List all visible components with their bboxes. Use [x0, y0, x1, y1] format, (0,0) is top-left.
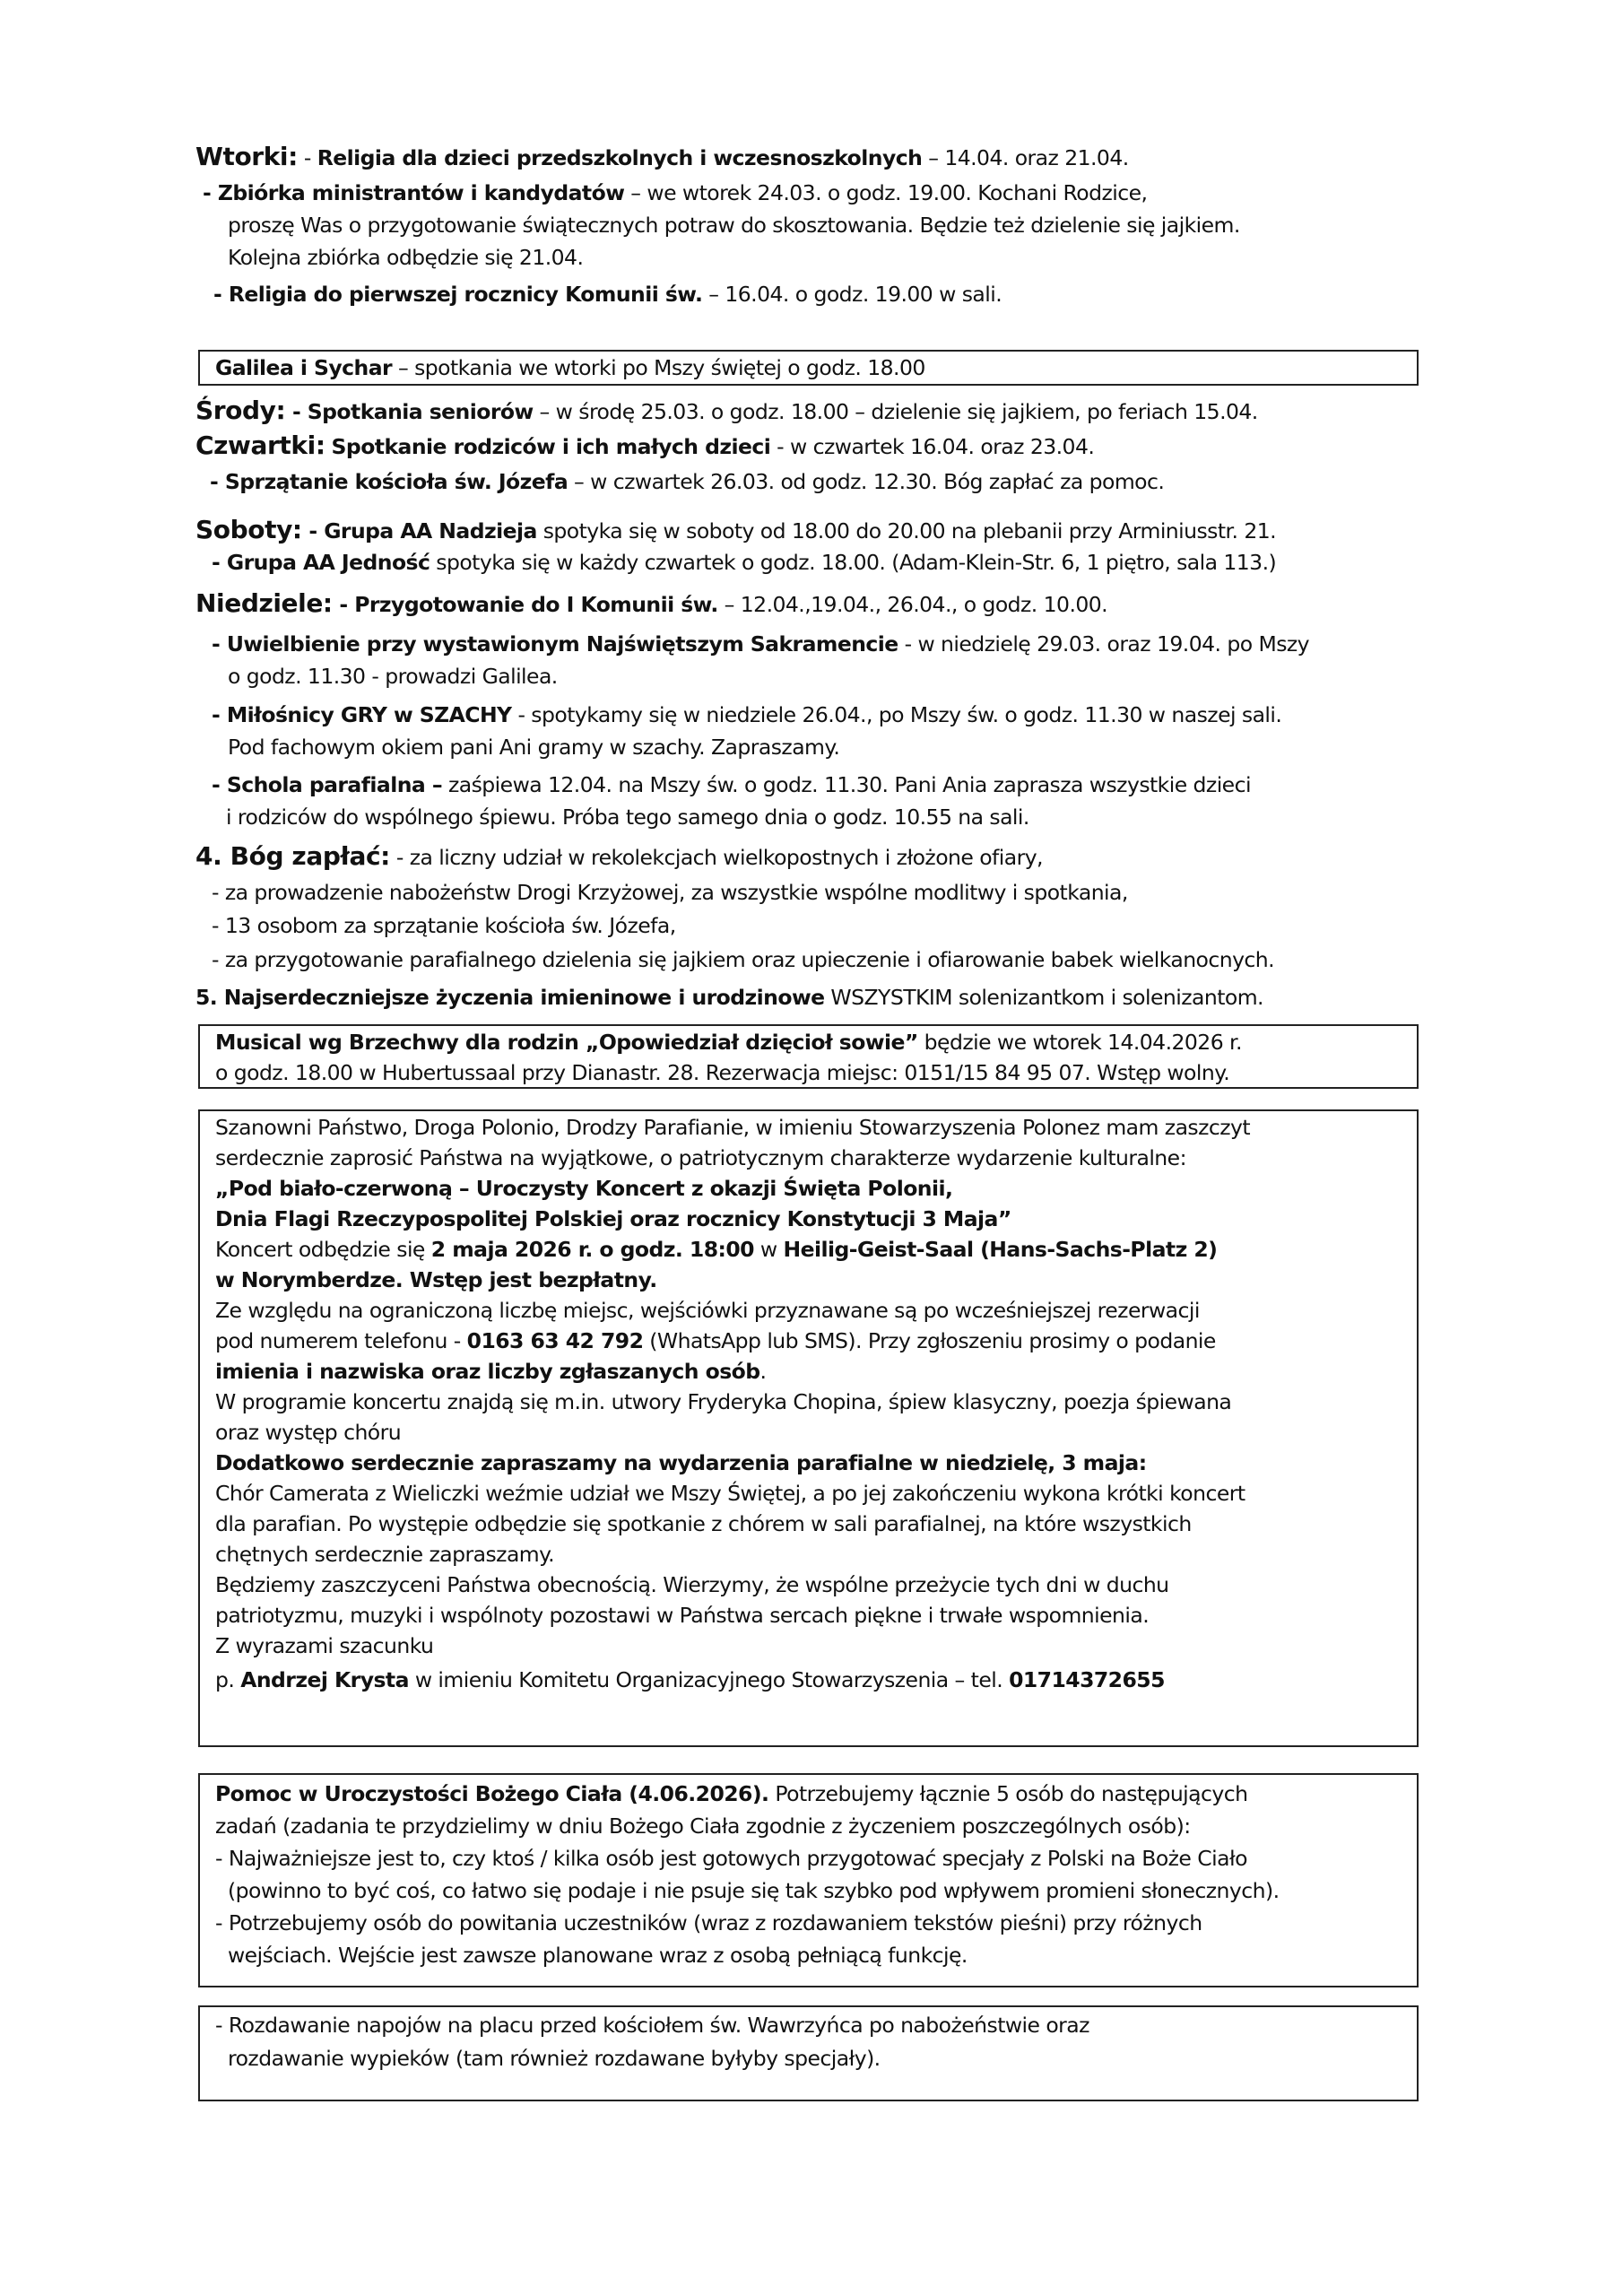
corpus-line-6: wejściach. Wejście jest zawsze planowane wraz z osobą pełniącą funkcję.	[228, 1943, 968, 1968]
polonez-intro-1: Szanowni Państwo, Droga Polonio, Drodzy Parafianie, w imieniu Stowarzyszenia Polonez mam zaszczyt	[215, 1115, 1251, 1140]
polonez-regards: Z wyrazami szacunku	[215, 1633, 434, 1658]
corpus-line-5: - Potrzebujemy osób do powitania uczestników (wraz z rozdawaniem tekstów pieśni) przy różnych	[215, 1910, 1202, 1935]
sundays-line-6: - Schola parafialna – zaśpiewa 12.04. na Mszy św. o godz. 11.30. Pani Ania zaprasza wszystkie dzieci	[212, 772, 1251, 797]
thanks-item: - za przygotowanie parafialnego dzielenia się jajkiem oraz upieczenie i ofiarowanie babek wielkanocnych.	[212, 947, 1275, 972]
polonez-extra-3: chętnych serdecznie zapraszamy.	[215, 1542, 555, 1567]
corpus-title: Pomoc w Uroczystości Bożego Ciała (4.06.2026).	[215, 1781, 769, 1806]
item-title: Schola parafialna –	[226, 772, 443, 797]
musical-line-1: Musical wg Brzechwy dla rodzin „Opowiedział dzięcioł sowie” będzie we wtorek 14.04.2026 r.	[215, 1030, 1242, 1055]
polonez-title-1: „Pod biało-czerwoną – Uroczysty Koncert z okazji Święta Polonii,	[215, 1176, 953, 1201]
sundays-line-3: o godz. 11.30 - prowadzi Galilea.	[228, 664, 558, 689]
polonez-when: Koncert odbędzie się 2 maja 2026 r. o godz. 18:00 w Heilig-Geist-Saal (Hans-Sachs-Platz 2)	[215, 1237, 1218, 1262]
item-title: Grupa AA Jedność	[226, 550, 430, 575]
tuesdays-heading: Wtorki:	[195, 142, 298, 171]
sundays-line-5: Pod fachowym okiem pani Ani gramy w szachy. Zapraszamy.	[228, 735, 840, 760]
corpus-line-3: - Najważniejsze jest to, czy ktoś / kilka osób jest gotowych przygotować specjały z Polski na Boże Ciało	[215, 1846, 1247, 1871]
wednesdays-heading: Środy:	[195, 396, 286, 425]
thanks-heading: 4. Bóg zapłać:	[195, 841, 390, 871]
wishes-line: 5. Najserdeczniejsze życzenia imieninowe i urodzinowe WSZYSTKIM solenizantkom i solenizantom.	[195, 985, 1263, 1010]
thanks-item: - 13 osobom za sprzątanie kościoła św. Józefa,	[212, 913, 676, 938]
polonez-program-1: W programie koncertu znajdą się m.in. utwory Fryderyka Chopina, śpiew klasyczny, poezja śpiewana	[215, 1389, 1232, 1414]
polonez-title-2: Dnia Flagi Rzeczypospolitej Polskiej oraz rocznicy Konstytucji 3 Maja”	[215, 1206, 1011, 1231]
tuesdays-line-1: Wtorki: - Religia dla dzieci przedszkolnych i wczesnoszkolnych – 14.04. oraz 21.04.	[195, 142, 1129, 171]
drinks-line-2: rozdawanie wypieków (tam również rozdawane byłyby specjały).	[228, 2046, 881, 2071]
musical-title: Musical wg Brzechwy dla rodzin „Opowiedział dzięcioł sowie”	[215, 1030, 918, 1055]
item-title: Uwielbienie przy wystawionym Najświętszym Sakramencie	[226, 631, 898, 657]
saturdays-line-1: Soboty: - Grupa AA Nadzieja spotyka się w soboty od 18.00 do 20.00 na plebanii przy Arminiusstr. 21.	[195, 515, 1277, 544]
musical-line-2: o godz. 18.00 w Hubertussaal przy Dianastr. 28. Rezerwacja miejsc: 0151/15 84 95 07. Wstęp wolny.	[215, 1060, 1230, 1085]
polonez-signature: p. Andrzej Krysta w imieniu Komitetu Organizacyjnego Stowarzyszenia – tel. 01714372655	[215, 1667, 1165, 1692]
thanks-line-1: 4. Bóg zapłać: - za liczny udział w rekolekcjach wielkopostnych i złożone ofiary,	[195, 841, 1043, 871]
item-title: Grupa AA Nadzieja	[324, 518, 537, 544]
polonez-intro-2: serdecznie zaprosić Państwa na wyjątkowe, o patriotycznym charakterze wydarzenie kulturalne:	[215, 1145, 1186, 1170]
item-title: Przygotowanie do I Komunii św.	[354, 592, 718, 617]
item-title: Zbiórka ministrantów i kandydatów	[217, 180, 625, 205]
signer-name: Andrzej Krysta	[240, 1667, 409, 1692]
drinks-line-1: - Rozdawanie napojów na placu przed kościołem św. Wawrzyńca po nabożeństwie oraz	[215, 2013, 1089, 2038]
saturdays-heading: Soboty:	[195, 515, 302, 544]
corpus-line-2: zadań (zadania te przydzielimy w dniu Bożego Ciała zgodnie z życzeniem poszczególnych osób):	[215, 1813, 1191, 1839]
concert-date: 2 maja 2026 r. o godz. 18:00	[430, 1237, 754, 1262]
item-title: Spotkania seniorów	[307, 399, 534, 424]
polonez-closing-1: Będziemy zaszczyceni Państwa obecnością. Wierzymy, że wspólne przeżycie tych dni w duchu	[215, 1572, 1169, 1597]
sundays-heading: Niedziele:	[195, 588, 333, 618]
sundays-line-1: Niedziele: - Przygotowanie do I Komunii św. – 12.04.,19.04., 26.04., o godz. 10.00.	[195, 588, 1108, 618]
corpus-line-4: (powinno to być coś, co łatwo się podaje i nie psuje się tak szybko pod wpływem promieni słonecznych).	[228, 1878, 1280, 1903]
galilea-line: Galilea i Sychar – spotkania we wtorki po Mszy świętej o godz. 18.00	[215, 355, 925, 380]
thursdays-line-1: Czwartki: Spotkanie rodziców i ich małych dzieci - w czwartek 16.04. oraz 23.04.	[195, 430, 1095, 460]
thanks-item: - za prowadzenie nabożeństw Drogi Krzyżowej, za wszystkie wspólne modlitwy i spotkania,	[212, 880, 1128, 905]
item-title: Miłośnicy GRY w SZACHY	[226, 702, 512, 727]
thursdays-line-2: - Sprzątanie kościoła św. Józefa – w czwartek 26.03. od godz. 12.30. Bóg zapłać za pomoc.	[210, 469, 1165, 494]
wednesdays-line: Środy: - Spotkania seniorów – w środę 25.03. o godz. 18.00 – dzielenie się jajkiem, po feriach 15.04.	[195, 396, 1258, 425]
polonez-reserve-1: Ze względu na ograniczoną liczbę miejsc, wejściówki przyznawane są po wcześniejszej rezerwacji	[215, 1298, 1200, 1323]
sundays-line-7: i rodziców do wspólnego śpiewu. Próba tego samego dnia o godz. 10.55 na sali.	[226, 804, 1029, 830]
polonez-extra-2: dla parafian. Po występie odbędzie się spotkanie z chórem w sali parafialnej, na które wszystkich	[215, 1511, 1192, 1536]
sundays-line-4: - Miłośnicy GRY w SZACHY - spotykamy się w niedziele 26.04., po Mszy św. o godz. 11.30 w naszej sali.	[212, 702, 1282, 727]
galilea-title: Galilea i Sychar	[215, 355, 393, 380]
polonez-extra-1: Chór Camerata z Wieliczki weźmie udział we Mszy Świętej, a po jej zakończeniu wykona krótki koncert	[215, 1481, 1245, 1506]
polonez-reserve-3: imienia i nazwiska oraz liczby zgłaszanych osób.	[215, 1359, 767, 1384]
tuesdays-line-2: - Zbiórka ministrantów i kandydatów – we wtorek 24.03. o godz. 19.00. Kochani Rodzice,	[203, 180, 1148, 205]
reservation-phone: 0163 63 42 792	[466, 1328, 644, 1353]
polonez-where: w Norymberdze. Wstęp jest bezpłatny.	[215, 1267, 657, 1292]
item-title: Sprzątanie kościoła św. Józefa	[224, 469, 568, 494]
tuesdays-line-3: proszę Was o przygotowanie świątecznych potraw do skosztowania. Będzie też dzielenie się jajkiem.	[228, 213, 1240, 238]
item-title: Religia dla dzieci przedszkolnych i wczesnoszkolnych	[317, 145, 923, 170]
polonez-extra-title: Dodatkowo serdecznie zapraszamy na wydarzenia parafialne w niedzielę, 3 maja:	[215, 1450, 1147, 1475]
tuesdays-line-5: - Religia do pierwszej rocznicy Komunii św. – 16.04. o godz. 19.00 w sali.	[213, 282, 1002, 307]
sundays-line-2: - Uwielbienie przy wystawionym Najświętszym Sakramencie - w niedzielę 29.03. oraz 19.04. po Mszy	[212, 631, 1310, 657]
item-title: Spotkanie rodziców i ich małych dzieci	[331, 434, 771, 459]
polonez-program-2: oraz występ chóru	[215, 1420, 402, 1445]
polonez-reserve-2: pod numerem telefonu - 0163 63 42 792 (WhatsApp lub SMS). Przy zgłoszeniu prosimy o podanie	[215, 1328, 1216, 1353]
signer-phone: 01714372655	[1009, 1667, 1165, 1692]
thursdays-heading: Czwartki:	[195, 430, 325, 460]
item-title: Religia do pierwszej rocznicy Komunii św.	[228, 282, 703, 307]
corpus-line-1: Pomoc w Uroczystości Bożego Ciała (4.06.2026). Potrzebujemy łącznie 5 osób do następujących	[215, 1781, 1248, 1806]
polonez-closing-2: patriotyzmu, muzyki i wspólnoty pozostawi w Państwa sercach piękne i trwałe wspomnienia.	[215, 1603, 1150, 1628]
wishes-title: 5. Najserdeczniejsze życzenia imieninowe i urodzinowe	[195, 985, 825, 1010]
tuesdays-line-4: Kolejna zbiórka odbędzie się 21.04.	[228, 245, 584, 270]
saturdays-line-2: - Grupa AA Jedność spotyka się w każdy czwartek o godz. 18.00. (Adam-Klein-Str. 6, 1 piętro, sala 113.)	[212, 550, 1277, 575]
concert-venue: Heilig-Geist-Saal (Hans-Sachs-Platz 2)	[783, 1237, 1218, 1262]
